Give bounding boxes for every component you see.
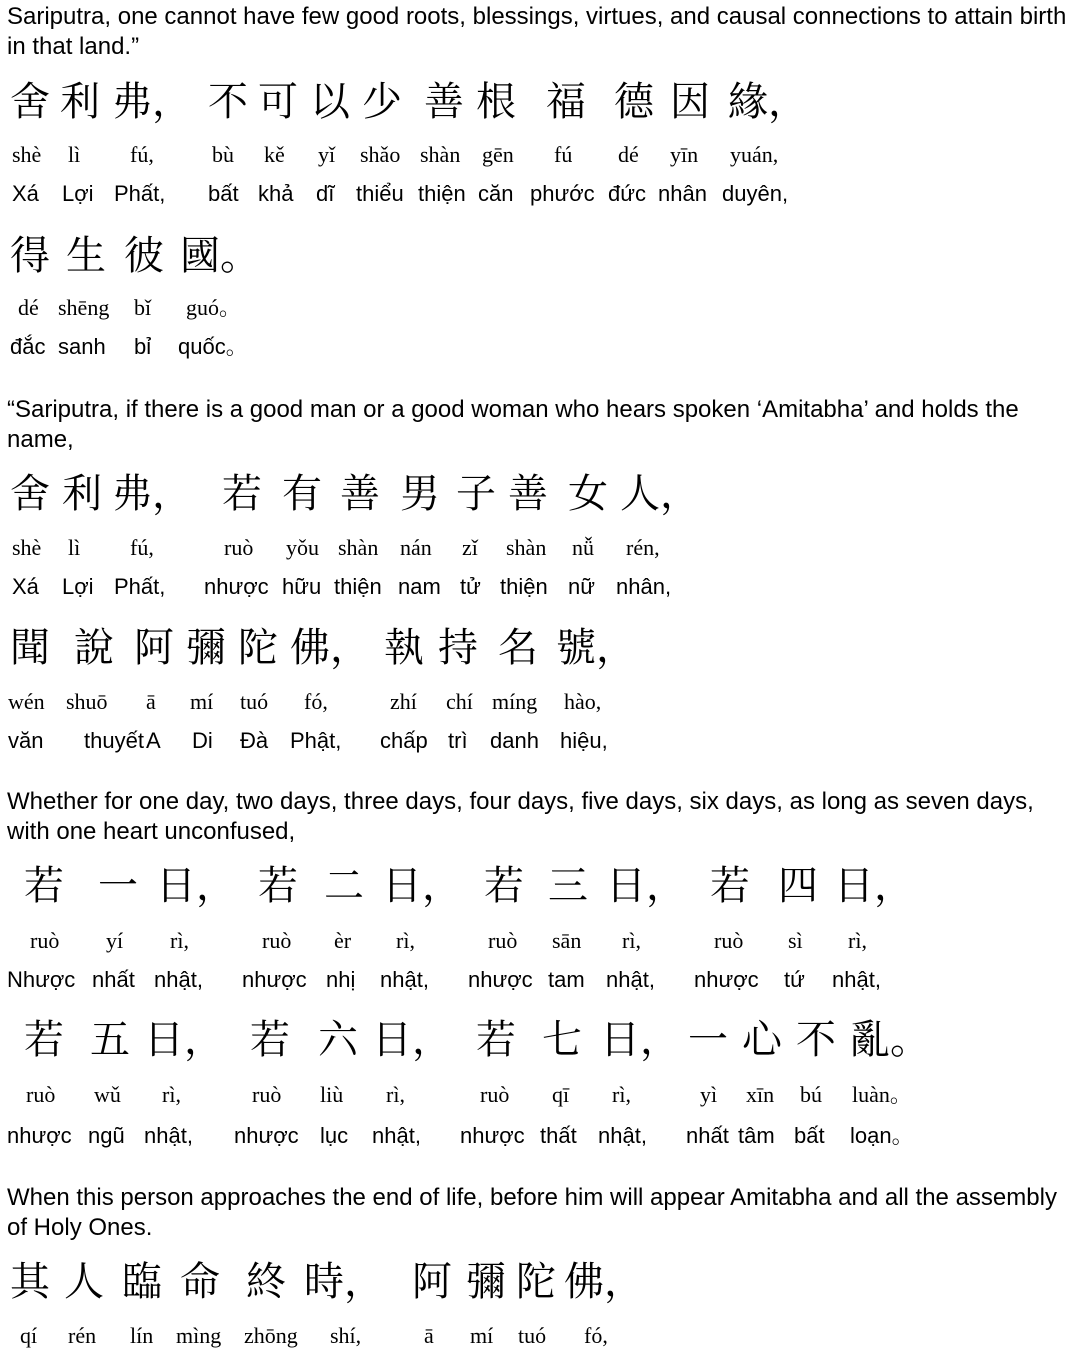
hanzi-character: 名 bbox=[498, 625, 538, 671]
vietnamese-word: đắc bbox=[10, 334, 46, 359]
pinyin-syllable: shàn bbox=[338, 535, 379, 560]
pinyin-syllable: qī bbox=[552, 1082, 570, 1107]
pinyin-syllable: èr bbox=[334, 928, 352, 953]
hanzi-character: 有 bbox=[282, 471, 322, 517]
hanzi-character: 日， bbox=[606, 863, 686, 909]
pinyin-syllable: yuán, bbox=[730, 142, 779, 167]
pinyin-syllable: shǎo bbox=[360, 142, 401, 167]
hanzi-character: 日， bbox=[156, 863, 236, 909]
hanzi-character: 不 bbox=[796, 1017, 836, 1063]
pinyin-syllable: ruò bbox=[224, 535, 254, 560]
pinyin-syllable: zhōng bbox=[244, 1323, 298, 1348]
hanzi-character: 日， bbox=[144, 1017, 224, 1063]
pinyin-syllable: rì, bbox=[612, 1082, 631, 1107]
pinyin-syllable: yì bbox=[700, 1082, 718, 1107]
hanzi-character: 四 bbox=[778, 863, 818, 909]
pinyin-syllable: fú, bbox=[130, 535, 154, 560]
hanzi-character: 因 bbox=[670, 79, 710, 125]
vietnamese-word: thiện bbox=[418, 181, 466, 206]
english-translation: When this person approaches the end of life, before him will appear Amitabha and all the assembly of Holy Ones. bbox=[7, 1184, 1057, 1241]
hanzi-character: 女 bbox=[568, 471, 608, 517]
vietnamese-word: nhược bbox=[460, 1123, 525, 1148]
vietnamese-word: Di bbox=[192, 728, 213, 753]
hanzi-character: 阿 bbox=[412, 1259, 452, 1305]
hanzi-character: 男 bbox=[400, 471, 440, 517]
vietnamese-word: phước bbox=[530, 181, 595, 206]
pinyin-syllable: lì bbox=[68, 535, 81, 560]
vietnamese-word: nhật, bbox=[832, 967, 881, 992]
pinyin-syllable: wǔ bbox=[94, 1082, 121, 1107]
pinyin-syllable: rì, bbox=[386, 1082, 405, 1107]
vietnamese-word: nhị bbox=[326, 967, 356, 992]
pinyin-syllable: mìng bbox=[176, 1323, 222, 1348]
pinyin-syllable: hào, bbox=[564, 689, 602, 714]
pinyin-syllable: rén bbox=[68, 1323, 97, 1348]
pinyin-syllable: guó。 bbox=[186, 295, 242, 320]
pinyin-syllable: fó, bbox=[304, 689, 328, 714]
vietnamese-word: bất bbox=[208, 181, 239, 206]
pinyin-syllable: luàn。 bbox=[852, 1082, 912, 1107]
vietnamese-word: tử bbox=[460, 574, 481, 599]
hanzi-character: 日， bbox=[372, 1017, 452, 1063]
pinyin-syllable: ruò bbox=[262, 928, 292, 953]
hanzi-character: 命 bbox=[180, 1259, 220, 1305]
pinyin-syllable: rì, bbox=[396, 928, 415, 953]
vietnamese-word: Lợi bbox=[62, 574, 94, 599]
vietnamese-word: Phật, bbox=[290, 728, 342, 753]
pinyin-syllable: yīn bbox=[670, 142, 699, 167]
hanzi-character: 少 bbox=[362, 79, 402, 125]
pinyin-syllable: ruò bbox=[714, 928, 744, 953]
vietnamese-word: bỉ bbox=[134, 334, 152, 359]
english-translation: Whether for one day, two days, three days, four days, five days, six days, as long as seven days, with one heart unconfused, bbox=[7, 788, 1034, 845]
hanzi-character: 彌 bbox=[466, 1259, 506, 1305]
vietnamese-word: trì bbox=[448, 728, 468, 753]
hanzi-character: 若 bbox=[258, 863, 298, 909]
vietnamese-word: nhược bbox=[468, 967, 533, 992]
hanzi-character: 若 bbox=[484, 863, 524, 909]
pinyin-syllable: xīn bbox=[746, 1082, 775, 1107]
hanzi-character: 執 bbox=[384, 625, 424, 671]
pinyin-syllable: dé bbox=[18, 295, 39, 320]
hanzi-character: 若 bbox=[222, 471, 262, 517]
hanzi-character: 若 bbox=[710, 863, 750, 909]
vietnamese-word: thiểu bbox=[356, 181, 404, 206]
vietnamese-word: tâm bbox=[738, 1123, 775, 1148]
vietnamese-word: nhược bbox=[234, 1123, 299, 1148]
hanzi-character: 弗， bbox=[112, 79, 192, 125]
pinyin-syllable: yǐ bbox=[318, 142, 336, 167]
hanzi-character: 持 bbox=[438, 625, 478, 671]
vietnamese-word: hữu bbox=[282, 574, 322, 599]
hanzi-character: 三 bbox=[548, 863, 588, 909]
hanzi-character: 日， bbox=[834, 863, 914, 909]
pinyin-syllable: bǐ bbox=[134, 295, 152, 320]
pinyin-syllable: chí bbox=[446, 689, 473, 714]
vietnamese-word: nữ bbox=[568, 574, 595, 599]
hanzi-character: 舍 bbox=[10, 79, 50, 125]
hanzi-character: 號， bbox=[556, 625, 636, 671]
hanzi-character: 福 bbox=[546, 79, 586, 125]
hanzi-character: 德 bbox=[614, 79, 654, 125]
pinyin-syllable: bù bbox=[212, 142, 234, 167]
vietnamese-word: nhật, bbox=[154, 967, 203, 992]
pinyin-syllable: yí bbox=[106, 928, 124, 953]
hanzi-character: 利 bbox=[60, 79, 100, 125]
vietnamese-word: nhật, bbox=[606, 967, 655, 992]
pinyin-syllable: nǚ bbox=[572, 535, 594, 560]
hanzi-character: 若 bbox=[24, 1017, 64, 1063]
vietnamese-word: chấp bbox=[380, 728, 428, 753]
pinyin-syllable: liù bbox=[320, 1082, 344, 1107]
vietnamese-word: lục bbox=[320, 1123, 349, 1148]
pinyin-syllable: shè bbox=[12, 142, 42, 167]
hanzi-character: 若 bbox=[476, 1017, 516, 1063]
pinyin-syllable: lín bbox=[130, 1323, 154, 1348]
hanzi-character: 二 bbox=[324, 863, 364, 909]
pinyin-syllable: tuó bbox=[518, 1323, 547, 1348]
vietnamese-word: nhật, bbox=[372, 1123, 421, 1148]
vietnamese-word: A bbox=[146, 728, 161, 753]
hanzi-character: 可 bbox=[258, 79, 298, 125]
english-translation: “Sariputra, if there is a good man or a good woman who hears spoken ‘Amitabha’ and holds the name, bbox=[7, 396, 1019, 453]
pinyin-syllable: dé bbox=[618, 142, 639, 167]
hanzi-character: 不 bbox=[208, 79, 248, 125]
pinyin-syllable: rì, bbox=[622, 928, 641, 953]
hanzi-character: 七 bbox=[542, 1017, 582, 1063]
vietnamese-word: Đà bbox=[240, 728, 269, 753]
vietnamese-word: nhật, bbox=[598, 1123, 647, 1148]
vietnamese-word: nhật, bbox=[144, 1123, 193, 1148]
pinyin-syllable: rén, bbox=[626, 535, 660, 560]
hanzi-character: 一 bbox=[688, 1017, 728, 1063]
pinyin-syllable: ruò bbox=[26, 1082, 56, 1107]
vietnamese-word: duyên, bbox=[722, 181, 789, 206]
vietnamese-word: bất bbox=[794, 1123, 825, 1148]
hanzi-character: 生 bbox=[66, 233, 106, 279]
hanzi-character: 人， bbox=[620, 471, 700, 517]
pinyin-syllable: shuō bbox=[66, 689, 108, 714]
vietnamese-word: danh bbox=[490, 728, 539, 753]
vietnamese-word: tam bbox=[548, 967, 585, 992]
pinyin-syllable: rì, bbox=[170, 928, 189, 953]
vietnamese-word: ngũ bbox=[88, 1123, 125, 1148]
vietnamese-word: sanh bbox=[58, 334, 106, 359]
pinyin-syllable: shè bbox=[12, 535, 42, 560]
vietnamese-word: Xá bbox=[12, 574, 39, 599]
hanzi-character: 日， bbox=[600, 1017, 680, 1063]
pinyin-syllable: lì bbox=[68, 142, 81, 167]
hanzi-character: 彌 bbox=[186, 625, 226, 671]
pinyin-syllable: ā bbox=[424, 1323, 434, 1348]
vietnamese-word: đức bbox=[608, 181, 646, 206]
vietnamese-word: nhược bbox=[7, 1123, 72, 1148]
hanzi-character: 若 bbox=[24, 863, 64, 909]
pinyin-syllable: ruò bbox=[488, 928, 518, 953]
hanzi-character: 心 bbox=[742, 1017, 782, 1063]
hanzi-character: 緣， bbox=[728, 79, 808, 125]
hanzi-character: 說 bbox=[74, 625, 114, 671]
vietnamese-word: thuyết bbox=[84, 728, 144, 753]
hanzi-character: 國。 bbox=[180, 233, 260, 279]
pinyin-syllable: sān bbox=[552, 928, 582, 953]
hanzi-character: 終 bbox=[246, 1259, 286, 1305]
hanzi-character: 其 bbox=[10, 1259, 50, 1305]
pinyin-syllable: kě bbox=[264, 142, 285, 167]
vietnamese-word: nhược bbox=[242, 967, 307, 992]
hanzi-character: 彼 bbox=[124, 233, 164, 279]
hanzi-character: 陀 bbox=[238, 625, 278, 671]
vietnamese-word: nhược bbox=[694, 967, 759, 992]
pinyin-syllable: shēng bbox=[58, 295, 110, 320]
pinyin-syllable: ruò bbox=[252, 1082, 282, 1107]
vietnamese-word: nhân, bbox=[616, 574, 672, 599]
hanzi-character: 善 bbox=[508, 471, 548, 517]
pinyin-syllable: qí bbox=[20, 1323, 38, 1348]
hanzi-character: 利 bbox=[62, 471, 102, 517]
vietnamese-word: Xá bbox=[12, 181, 39, 206]
hanzi-character: 日， bbox=[382, 863, 462, 909]
hanzi-character: 六 bbox=[318, 1017, 358, 1063]
vietnamese-word: nhất bbox=[686, 1123, 729, 1148]
pinyin-syllable: bú bbox=[800, 1082, 822, 1107]
vietnamese-word: nhất bbox=[92, 967, 135, 992]
vietnamese-word: dĩ bbox=[316, 181, 335, 206]
pinyin-syllable: fó, bbox=[584, 1323, 608, 1348]
vietnamese-word: thiện bbox=[500, 574, 548, 599]
pinyin-syllable: rì, bbox=[162, 1082, 181, 1107]
pinyin-syllable: zǐ bbox=[462, 535, 478, 560]
hanzi-character: 臨 bbox=[122, 1259, 162, 1305]
hanzi-character: 善 bbox=[340, 471, 380, 517]
hanzi-character: 善 bbox=[424, 79, 464, 125]
vietnamese-word: thất bbox=[540, 1123, 577, 1148]
pinyin-syllable: fú, bbox=[130, 142, 154, 167]
hanzi-character: 人 bbox=[64, 1259, 104, 1305]
pinyin-syllable: sì bbox=[788, 928, 803, 953]
vietnamese-word: Nhược bbox=[7, 967, 76, 992]
vietnamese-word: khả bbox=[258, 181, 294, 206]
vietnamese-word: nhược bbox=[204, 574, 269, 599]
pinyin-syllable: ruò bbox=[30, 928, 60, 953]
vietnamese-word: thiện bbox=[334, 574, 382, 599]
pinyin-syllable: rì, bbox=[848, 928, 867, 953]
hanzi-character: 子 bbox=[456, 471, 496, 517]
hanzi-character: 以 bbox=[310, 79, 350, 125]
pinyin-syllable: yǒu bbox=[286, 535, 319, 560]
pinyin-syllable: fú bbox=[554, 142, 573, 167]
pinyin-syllable: mí bbox=[190, 689, 214, 714]
hanzi-character: 五 bbox=[90, 1017, 130, 1063]
vietnamese-word: loạn。 bbox=[850, 1123, 914, 1148]
hanzi-character: 亂。 bbox=[850, 1017, 930, 1063]
vietnamese-word: căn bbox=[478, 181, 514, 206]
pinyin-syllable: tuó bbox=[240, 689, 269, 714]
vietnamese-word: văn bbox=[8, 728, 44, 753]
vietnamese-word: nhật, bbox=[380, 967, 429, 992]
vietnamese-word: nhân bbox=[658, 181, 707, 206]
vietnamese-word: Phất, bbox=[114, 574, 166, 599]
vietnamese-word: Lợi bbox=[62, 181, 94, 206]
pinyin-syllable: zhí bbox=[390, 689, 417, 714]
vietnamese-word: nam bbox=[398, 574, 441, 599]
pinyin-syllable: mí bbox=[470, 1323, 494, 1348]
pinyin-syllable: shàn bbox=[506, 535, 547, 560]
hanzi-character: 舍 bbox=[10, 471, 50, 517]
hanzi-character: 弗， bbox=[112, 471, 192, 517]
hanzi-character: 阿 bbox=[134, 625, 174, 671]
hanzi-character: 若 bbox=[250, 1017, 290, 1063]
hanzi-character: 得 bbox=[10, 233, 50, 279]
hanzi-character: 佛， bbox=[564, 1259, 644, 1305]
vietnamese-word: quốc。 bbox=[178, 334, 248, 359]
pinyin-syllable: ā bbox=[146, 689, 156, 714]
hanzi-character: 佛， bbox=[290, 625, 370, 671]
hanzi-character: 時， bbox=[304, 1259, 384, 1305]
pinyin-syllable: míng bbox=[492, 689, 538, 714]
hanzi-character: 陀 bbox=[516, 1259, 556, 1305]
pinyin-syllable: shàn bbox=[420, 142, 461, 167]
hanzi-character: 根 bbox=[476, 79, 516, 125]
english-translation: Sariputra, one cannot have few good roots, blessings, virtues, and causal connections to attain birth in that land.” bbox=[7, 3, 1067, 60]
vietnamese-word: tứ bbox=[784, 967, 805, 992]
pinyin-syllable: wén bbox=[8, 689, 45, 714]
pinyin-syllable: shí, bbox=[330, 1323, 362, 1348]
pinyin-syllable: ruò bbox=[480, 1082, 510, 1107]
pinyin-syllable: nán bbox=[400, 535, 432, 560]
vietnamese-word: Phất, bbox=[114, 181, 166, 206]
pinyin-syllable: gēn bbox=[482, 142, 514, 167]
hanzi-character: 一 bbox=[98, 863, 138, 909]
hanzi-character: 聞 bbox=[10, 625, 50, 671]
vietnamese-word: hiệu, bbox=[560, 728, 608, 753]
